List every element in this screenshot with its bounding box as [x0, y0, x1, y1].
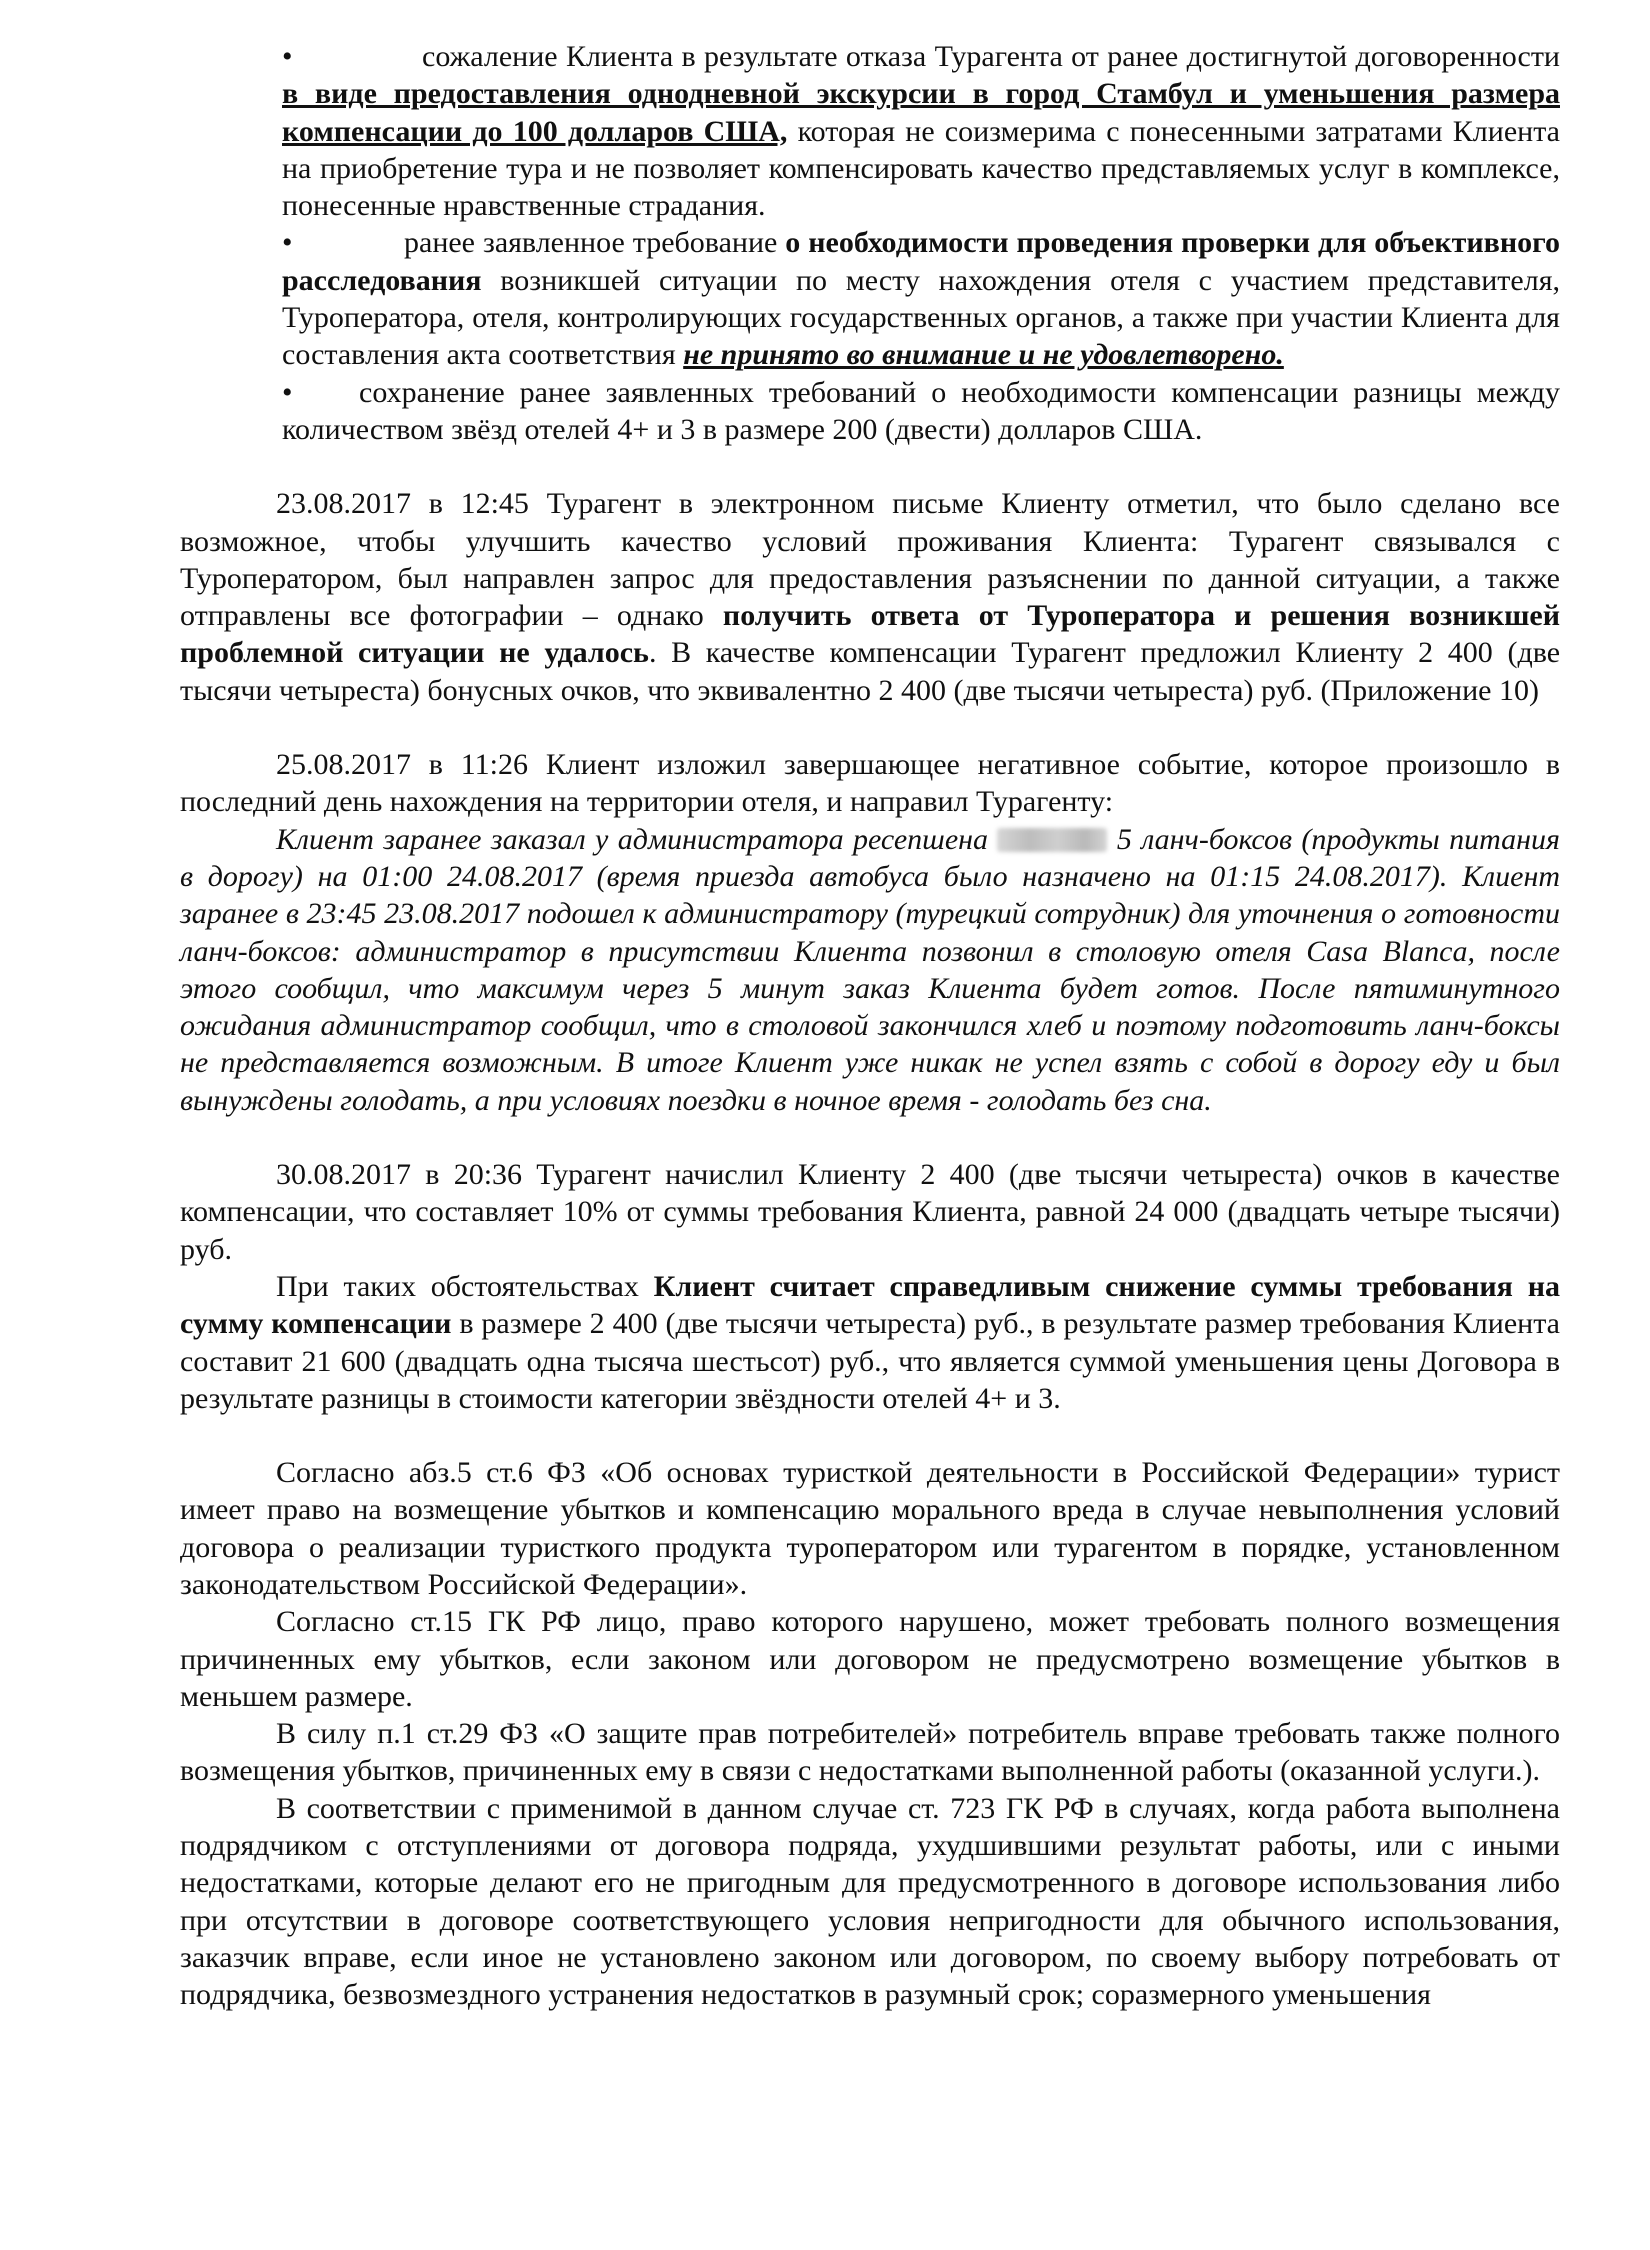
- paragraph-text: . В качестве компенсации Турагент предложил Клиенту 2 400 (две тысячи четыреста) бонусных очков, что эквивалентно 2 400 (две тысячи четыреста) руб. (Приложение 10): [180, 636, 1561, 707]
- paragraph: Согласно ст.15 ГК РФ лицо, право которого нарушено, может требовать полного возмещения причиненных ему убытков, если законом или договором не предусмотрено возмещение убытков в меньшем размере.: [180, 1605, 1560, 1713]
- paragraph: 25.08.2017 в 11:26 Клиент изложил завершающее негативное событие, которое произошло в последний день нахождения на территории отеля, и направил Турагенту:: [180, 748, 1560, 819]
- bullet-marker: •: [282, 40, 293, 73]
- bullet-emphasis: о необходимости проведения проверки для объективного расследования: [282, 226, 1560, 297]
- paragraph: В соответствии с применимой в данном случае ст. 723 ГК РФ в случаях, когда работа выполнена подрядчиком с отступлениями от договора подряда, ухудшившими результат работы, или с иными недостатками, которые делают его не пригодным для предусмотренного в договоре использования либо при отсутствии в договоре соответствующего условия непригодности для обычного использования, заказчик вправе, если иное не установлено законом или договором, по своему выбору потребовать от подрядчика, безвозмездного устранения недостатков в разумный срок; соразмерного уменьшения: [180, 1791, 1560, 2012]
- quoted-message: [180, 821, 1560, 1119]
- bullet-text: которая не соизмерима с понесенными затратами Клиента на приобретение тура и не позволяет компенсировать качество представляемых услуг в комплексе, понесенные нравственные страдания.: [282, 114, 1560, 223]
- quote-text: 5 ланч-боксов (продукты питания в дорогу) на 01:00 24.08.2017 (время приезда автобуса было назначено на 01:15 24.08.2017). Клиент заранее в 23:45 23.08.2017 подошел к администратору (турецкий сотрудник) для уточнения о готовности ланч-боксов: администратор в присутствии Клиента позвонил в столовую отеля Casa Blanca, после этого сообщил, что максимум через 5 минут заказ Клиента будет готов. После пятиминутного ожидания администратор сообщил, что в столовой закончился хлеб и поэтому подготовить ланч-боксы не представляется возможным. В итоге Клиент уже никак не успел взять с собой в дорогу еду и был вынуждены голодать, а при условиях поездки в ночное время - голодать без сна.: [180, 822, 1560, 1117]
- bullet-text: ранее заявленное требование: [404, 226, 786, 260]
- bullet-emphasis: в виде предоставления однодневной экскурсии в город Стамбул и уменьшения размера компенсации до 100 долларов США,: [282, 77, 1560, 148]
- paragraph: [180, 1268, 1560, 1417]
- paragraph: Согласно абз.5 ст.6 ФЗ «Об основах туристкой деятельности в Российской Федерации» турист имеет право на возмещение убытков и компенсацию морального вреда в случае невыполнения условий договора о реализации туристкого продукта туроператором или турагентом в порядке, установленном законодательством Российской Федерации».: [180, 1456, 1560, 1601]
- bullet-text: сожаление Клиента в результате отказа Турагента от ранее достигнутой договоренности: [422, 40, 1560, 73]
- paragraph-text: При таких обстоятельствах: [276, 1269, 654, 1303]
- paragraph-text: 23.08.2017 в 12:45 Турагент в электронном письме Клиенту отметил, что было сделано все возможное, чтобы улучшить качество условий проживания Клиента: Турагент связывался с Туроператором, был направлен запрос для предоставления разъяснении по данной ситуации, а также отправлены все фотографии – однако: [180, 487, 1560, 633]
- bullet-marker: •: [282, 226, 293, 260]
- bullet-item: [282, 374, 1560, 449]
- paragraph-emphasis: Клиент считает справедливым снижение суммы требования на сумму компенсации: [180, 1269, 1560, 1341]
- bullet-text: возникшей ситуации по месту нахождения отеля с участием представителя, Туроператора, отеля, контролирующих государственных органов, а также при участии Клиента для составления акта соответствия: [282, 263, 1560, 372]
- paragraph: [180, 485, 1560, 709]
- bullet-emphasis-italic: не принято во внимание и не удовлетворено.: [683, 338, 1284, 372]
- bullet-text: сохранение ранее заявленных требований о необходимости компенсации разницы между количеством звёзд отелей 4+ и 3 в размере 200 (двести) долларов США.: [282, 375, 1560, 446]
- bullet-item: [282, 38, 1560, 224]
- paragraph: 30.08.2017 в 20:36 Турагент начислил Клиенту 2 400 (две тысячи четыреста) очков в качестве компенсации, что составляет 10% от суммы требования Клиента, равной 24 000 (двадцать четыре тысячи) руб.: [180, 1158, 1560, 1266]
- paragraph-text: в размере 2 400 (две тысячи четыреста) руб., в результате размер требования Клиента составит 21 600 (двадцать одна тысяча шестьсот) руб., что является суммой уменьшения цены Договора в результате разницы в стоимости категории звёздности отелей 4+ и 3.: [180, 1307, 1560, 1415]
- quote-text: Клиент заранее заказал у администратора ресепшена: [276, 822, 998, 856]
- bullet-item: [282, 224, 1560, 373]
- bullet-marker: •: [282, 375, 293, 409]
- paragraph-emphasis: получить ответа от Туроператора и решения возникшей проблемной ситуации не удалось: [180, 599, 1561, 670]
- redacted-name: [997, 828, 1107, 852]
- paragraph: В силу п.1 ст.29 ФЗ «О защите прав потребителей» потребитель вправе требовать также полного возмещения убытков, причиненных ему в связи с недостатками выполненной работы (оказанной услуги.).: [180, 1717, 1560, 1788]
